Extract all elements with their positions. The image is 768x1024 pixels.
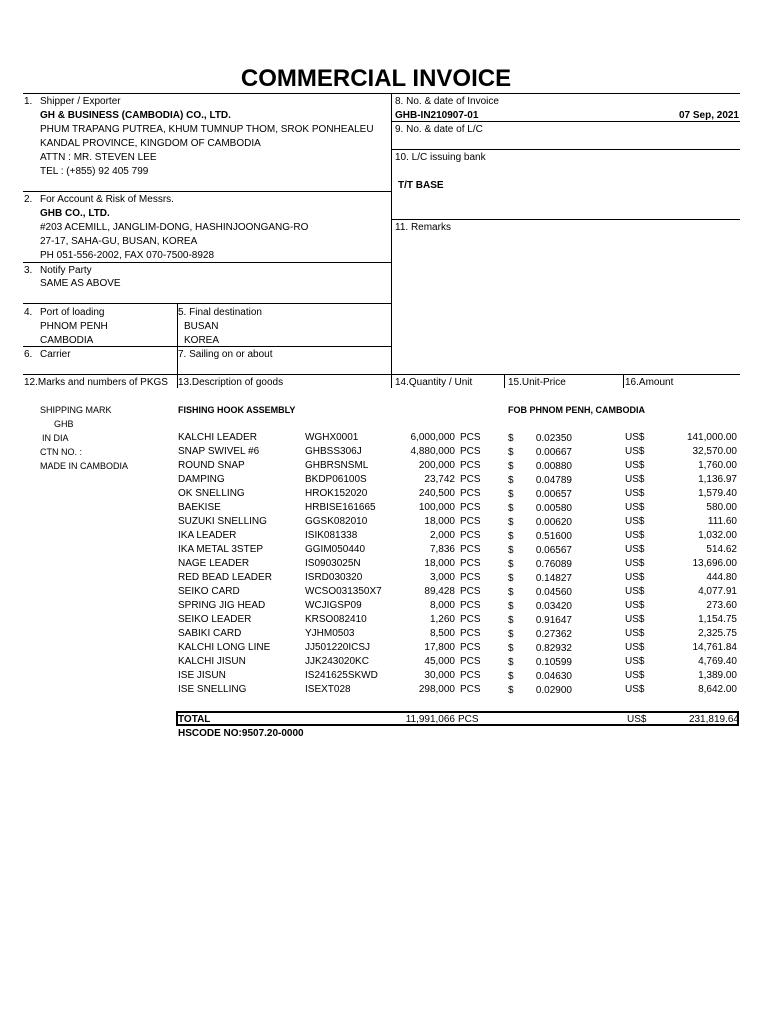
item-name: ISE SNELLING bbox=[178, 684, 247, 695]
item-amount: 4,077.91 bbox=[698, 586, 737, 597]
item-amount: 1,579.40 bbox=[698, 488, 737, 499]
item-code: GGIM050440 bbox=[305, 544, 366, 555]
item-amount: 2,325.75 bbox=[698, 628, 737, 639]
table-row bbox=[0, 586, 768, 600]
item-currency: $ bbox=[508, 573, 514, 584]
item-amount: 444.80 bbox=[706, 572, 737, 583]
shipping-mark-line: GHB bbox=[54, 419, 74, 429]
table-row bbox=[0, 656, 768, 670]
item-name: RED BEAD LEADER bbox=[178, 572, 272, 583]
item-qty: 23,742 bbox=[424, 474, 455, 485]
item-qty: 8,000 bbox=[429, 600, 455, 611]
item-currency: $ bbox=[508, 615, 514, 626]
item-amount-currency: US$ bbox=[625, 628, 645, 639]
destination-line2: KOREA bbox=[184, 335, 220, 346]
lc-label: 9. No. & date of L/C bbox=[395, 124, 483, 135]
item-code: WGHX0001 bbox=[305, 432, 359, 443]
item-amount-currency: US$ bbox=[625, 460, 645, 471]
item-price: 0.00667 bbox=[535, 447, 572, 458]
item-name: SEIKO LEADER bbox=[178, 614, 252, 625]
item-amount: 580.00 bbox=[706, 502, 737, 513]
carrier-num: 6. bbox=[24, 349, 33, 360]
item-unit: PCS bbox=[460, 432, 481, 443]
table-row bbox=[0, 544, 768, 558]
item-qty: 298,000 bbox=[418, 684, 455, 695]
item-currency: $ bbox=[508, 475, 514, 486]
col-description: 13.Description of goods bbox=[178, 377, 284, 388]
table-row bbox=[0, 628, 768, 642]
item-unit: PCS bbox=[460, 502, 481, 513]
item-amount-currency: US$ bbox=[625, 488, 645, 499]
item-code: IS241625SKWD bbox=[305, 670, 378, 681]
item-unit: PCS bbox=[460, 474, 481, 485]
account-addr2: 27-17, SAHA-GU, BUSAN, KOREA bbox=[40, 236, 198, 247]
item-code: WCSO031350X7 bbox=[305, 586, 382, 597]
item-amount-currency: US$ bbox=[625, 432, 645, 443]
item-code: JJK243020KC bbox=[305, 656, 369, 667]
item-price: 0.02900 bbox=[535, 685, 572, 696]
notify-value: SAME AS ABOVE bbox=[40, 278, 121, 289]
item-currency: $ bbox=[508, 489, 514, 500]
item-code: WCJIGSP09 bbox=[305, 600, 362, 611]
item-currency: $ bbox=[508, 629, 514, 640]
table-row bbox=[0, 474, 768, 488]
shipper-name: GH & BUSINESS (CAMBODIA) CO., LTD. bbox=[40, 110, 231, 121]
item-currency: $ bbox=[508, 545, 514, 556]
item-name: NAGE LEADER bbox=[178, 558, 250, 569]
center-divider bbox=[391, 93, 392, 388]
item-name: KALCHI LEADER bbox=[178, 432, 257, 443]
item-amount: 4,769.40 bbox=[698, 656, 737, 667]
item-price: 0.04789 bbox=[535, 475, 572, 486]
item-unit: PCS bbox=[460, 544, 481, 555]
item-qty: 2,000 bbox=[429, 530, 455, 541]
account-addr1: #203 ACEMILL, JANGLIM-DONG, HASHINJOONGANG-RO bbox=[40, 222, 309, 233]
item-amount: 1,032.00 bbox=[698, 530, 737, 541]
item-amount-currency: US$ bbox=[625, 502, 645, 513]
table-row bbox=[0, 572, 768, 586]
shipping-mark-line: IN DIA bbox=[42, 433, 69, 443]
item-qty: 17,800 bbox=[424, 642, 455, 653]
total-amount: 231,819.64 bbox=[688, 714, 739, 725]
port-label: Port of loading bbox=[40, 307, 105, 318]
shipper-addr1: PHUM TRAPANG PUTREA, KHUM TUMNUP THOM, SROK PONHEALEU bbox=[40, 124, 374, 135]
item-price: 0.00657 bbox=[535, 489, 572, 500]
item-amount: 14,761.84 bbox=[692, 642, 737, 653]
rule-shipper-bottom bbox=[23, 191, 391, 192]
item-currency: $ bbox=[508, 433, 514, 444]
item-code: HROK152020 bbox=[305, 488, 368, 499]
item-name: OK SNELLING bbox=[178, 488, 245, 499]
account-num: 2. bbox=[24, 194, 33, 205]
col-marks: 12.Marks and numbers of PKGS bbox=[24, 377, 168, 388]
item-price: 0.04630 bbox=[535, 671, 572, 682]
item-code: HRBISE161665 bbox=[305, 502, 376, 513]
item-amount: 273.60 bbox=[706, 600, 737, 611]
total-unit: PCS bbox=[458, 714, 479, 725]
shipper-tel: TEL : (+855) 92 405 799 bbox=[40, 166, 149, 177]
item-name: KALCHI LONG LINE bbox=[178, 642, 271, 653]
table-row bbox=[0, 614, 768, 628]
item-amount-currency: US$ bbox=[625, 516, 645, 527]
item-currency: $ bbox=[508, 517, 514, 528]
top-rule bbox=[23, 93, 740, 94]
item-amount-currency: US$ bbox=[625, 446, 645, 457]
item-code: KRSO082410 bbox=[305, 614, 367, 625]
table-row bbox=[0, 488, 768, 502]
item-name: IKA LEADER bbox=[178, 530, 237, 541]
notify-num: 3. bbox=[24, 265, 33, 276]
item-currency: $ bbox=[508, 531, 514, 542]
item-price: 0.06567 bbox=[535, 545, 572, 556]
table-row bbox=[0, 642, 768, 656]
carrier-label: Carrier bbox=[40, 349, 71, 360]
rule-bank-bottom bbox=[392, 219, 740, 220]
item-code: GGSK082010 bbox=[305, 516, 368, 527]
remarks-label: 11. Remarks bbox=[395, 222, 451, 233]
shipper-label: Shipper / Exporter bbox=[40, 96, 121, 107]
item-amount: 8,642.00 bbox=[698, 684, 737, 695]
total-qty: 11,991,066 bbox=[405, 714, 455, 725]
item-unit: PCS bbox=[460, 614, 481, 625]
item-currency: $ bbox=[508, 461, 514, 472]
total-label: TOTAL bbox=[178, 714, 211, 725]
item-amount: 32,570.00 bbox=[692, 446, 737, 457]
shipper-num: 1. bbox=[24, 96, 33, 107]
item-amount-currency: US$ bbox=[625, 684, 645, 695]
item-price: 0.27362 bbox=[535, 629, 572, 640]
item-price: 0.82932 bbox=[535, 643, 572, 654]
rule-account-bottom bbox=[23, 262, 391, 263]
item-price: 0.91647 bbox=[535, 615, 572, 626]
notify-label: Notify Party bbox=[40, 265, 92, 276]
item-amount-currency: US$ bbox=[625, 544, 645, 555]
item-code: ISEXT028 bbox=[305, 684, 351, 695]
item-qty: 200,000 bbox=[418, 460, 455, 471]
rule-notify-bottom bbox=[23, 303, 391, 304]
item-price: 0.51600 bbox=[535, 531, 572, 542]
table-row bbox=[0, 530, 768, 544]
col-amount: 16.Amount bbox=[625, 377, 674, 388]
account-label: For Account & Risk of Messrs. bbox=[40, 194, 174, 205]
item-amount-currency: US$ bbox=[625, 656, 645, 667]
item-price: 0.76089 bbox=[535, 559, 572, 570]
table-row bbox=[0, 558, 768, 572]
item-price: 0.00880 bbox=[535, 461, 572, 472]
invoice-number: GHB-IN210907-01 bbox=[395, 110, 479, 121]
col-divider-amount bbox=[623, 374, 624, 388]
item-price: 0.03420 bbox=[535, 601, 572, 612]
item-qty: 3,000 bbox=[429, 572, 455, 583]
item-name: ISE JISUN bbox=[178, 670, 226, 681]
invoice-date: 07 Sep, 2021 bbox=[678, 110, 739, 121]
item-price: 0.14827 bbox=[535, 573, 572, 584]
item-unit: PCS bbox=[460, 600, 481, 611]
item-unit: PCS bbox=[460, 642, 481, 653]
port-line1: PHNOM PENH bbox=[40, 321, 108, 332]
item-qty: 1,260 bbox=[429, 614, 455, 625]
item-price: 0.00580 bbox=[535, 503, 572, 514]
item-unit: PCS bbox=[460, 572, 481, 583]
item-unit: PCS bbox=[460, 684, 481, 695]
table-row bbox=[0, 670, 768, 684]
item-name: BAEKISE bbox=[178, 502, 221, 513]
item-qty: 4,880,000 bbox=[410, 446, 455, 457]
item-name: IKA METAL 3STEP bbox=[178, 544, 264, 555]
item-amount-currency: US$ bbox=[625, 670, 645, 681]
destination-line1: BUSAN bbox=[184, 321, 219, 332]
item-qty: 18,000 bbox=[424, 516, 455, 527]
shipper-attn: ATTN : MR. STEVEN LEE bbox=[40, 152, 157, 163]
item-amount: 1,760.00 bbox=[698, 460, 737, 471]
item-amount-currency: US$ bbox=[625, 614, 645, 625]
item-price: 0.04560 bbox=[535, 587, 572, 598]
item-amount-currency: US$ bbox=[625, 474, 645, 485]
account-phone: PH 051-556-2002, FAX 070-7500-8928 bbox=[40, 250, 215, 261]
col-unit-price: 15.Unit-Price bbox=[508, 377, 566, 388]
item-unit: PCS bbox=[460, 488, 481, 499]
trade-terms: FOB PHNOM PENH, CAMBODIA bbox=[508, 405, 645, 415]
item-code: YJHM0503 bbox=[305, 628, 355, 639]
item-name: SNAP SWIVEL #6 bbox=[178, 446, 260, 457]
lc-bank-label: 10. L/C issuing bank bbox=[395, 152, 486, 163]
total-currency: US$ bbox=[627, 714, 647, 725]
item-code: ISIK081338 bbox=[305, 530, 358, 541]
item-unit: PCS bbox=[460, 586, 481, 597]
table-row bbox=[0, 502, 768, 516]
item-name: ROUND SNAP bbox=[178, 460, 245, 471]
item-amount: 13,696.00 bbox=[692, 558, 737, 569]
item-amount-currency: US$ bbox=[625, 600, 645, 611]
item-unit: PCS bbox=[460, 446, 481, 457]
table-row bbox=[0, 446, 768, 460]
item-amount: 1,136.97 bbox=[698, 474, 737, 485]
item-qty: 240,500 bbox=[418, 488, 455, 499]
item-currency: $ bbox=[508, 671, 514, 682]
item-unit: PCS bbox=[460, 516, 481, 527]
item-currency: $ bbox=[508, 559, 514, 570]
table-row bbox=[0, 432, 768, 446]
destination-label: 5. Final destination bbox=[178, 307, 262, 318]
goods-heading: FISHING HOOK ASSEMBLY bbox=[178, 405, 296, 415]
shipping-mark-line: MADE IN CAMBODIA bbox=[40, 461, 129, 471]
shipping-mark-line: CTN NO. : bbox=[40, 447, 82, 457]
table-row bbox=[0, 460, 768, 474]
table-row bbox=[0, 516, 768, 530]
item-amount: 141,000.00 bbox=[686, 432, 737, 443]
col-quantity: 14.Quantity / Unit bbox=[395, 377, 473, 388]
item-currency: $ bbox=[508, 657, 514, 668]
item-amount: 111.60 bbox=[707, 516, 737, 527]
item-name: DAMPING bbox=[178, 474, 225, 485]
item-amount-currency: US$ bbox=[625, 586, 645, 597]
item-qty: 8,500 bbox=[429, 628, 455, 639]
item-currency: $ bbox=[508, 643, 514, 654]
item-name: SABIKI CARD bbox=[178, 628, 242, 639]
col-divider-price bbox=[504, 374, 505, 388]
port-line2: CAMBODIA bbox=[40, 335, 94, 346]
item-code: JJ501220ICSJ bbox=[305, 642, 371, 653]
item-qty: 30,000 bbox=[424, 670, 455, 681]
port-num: 4. bbox=[24, 307, 33, 318]
invoice-label: 8. No. & date of Invoice bbox=[395, 96, 499, 107]
item-unit: PCS bbox=[460, 656, 481, 667]
item-amount-currency: US$ bbox=[625, 572, 645, 583]
shipper-addr2: KANDAL PROVINCE, KINGDOM OF CAMBODIA bbox=[40, 138, 261, 149]
item-name: SPRING JIG HEAD bbox=[178, 600, 266, 611]
item-currency: $ bbox=[508, 503, 514, 514]
item-unit: PCS bbox=[460, 670, 481, 681]
hscode: HSCODE NO:9507.20-0000 bbox=[178, 728, 304, 739]
lc-bank-value: T/T BASE bbox=[398, 180, 444, 191]
item-amount: 1,389.00 bbox=[698, 670, 737, 681]
item-price: 0.02350 bbox=[535, 433, 572, 444]
item-price: 0.00620 bbox=[535, 517, 572, 528]
item-qty: 18,000 bbox=[424, 558, 455, 569]
item-unit: PCS bbox=[460, 460, 481, 471]
rule-columns-top bbox=[23, 374, 740, 375]
item-currency: $ bbox=[508, 601, 514, 612]
item-code: GHBSS306J bbox=[305, 446, 362, 457]
item-name: KALCHI JISUN bbox=[178, 656, 246, 667]
rule-lc-bottom bbox=[392, 149, 740, 150]
shipping-mark-line: SHIPPING MARK bbox=[40, 405, 112, 415]
item-amount-currency: US$ bbox=[625, 642, 645, 653]
item-qty: 7,836 bbox=[429, 544, 455, 555]
item-currency: $ bbox=[508, 447, 514, 458]
item-code: GHBRSNSML bbox=[305, 460, 369, 471]
item-unit: PCS bbox=[460, 558, 481, 569]
item-unit: PCS bbox=[460, 628, 481, 639]
sailing-label: 7. Sailing on or about bbox=[178, 349, 273, 360]
table-row bbox=[0, 600, 768, 614]
item-qty: 6,000,000 bbox=[410, 432, 455, 443]
item-currency: $ bbox=[508, 685, 514, 696]
item-code: BKDP06100S bbox=[305, 474, 367, 485]
item-code: ISRD030320 bbox=[305, 572, 363, 583]
item-name: SUZUKI SNELLING bbox=[178, 516, 267, 527]
item-code: IS0903025N bbox=[305, 558, 361, 569]
account-name: GHB CO., LTD. bbox=[40, 208, 110, 219]
item-amount: 514.62 bbox=[706, 544, 737, 555]
item-name: SEIKO CARD bbox=[178, 586, 240, 597]
item-qty: 89,428 bbox=[424, 586, 455, 597]
item-amount-currency: US$ bbox=[625, 530, 645, 541]
item-currency: $ bbox=[508, 587, 514, 598]
item-amount: 1,154.75 bbox=[698, 614, 737, 625]
item-amount-currency: US$ bbox=[625, 558, 645, 569]
invoice-title: COMMERCIAL INVOICE bbox=[240, 65, 512, 92]
item-unit: PCS bbox=[460, 530, 481, 541]
item-qty: 100,000 bbox=[418, 502, 455, 513]
table-row bbox=[0, 684, 768, 698]
item-price: 0.10599 bbox=[535, 657, 572, 668]
item-qty: 45,000 bbox=[424, 656, 455, 667]
